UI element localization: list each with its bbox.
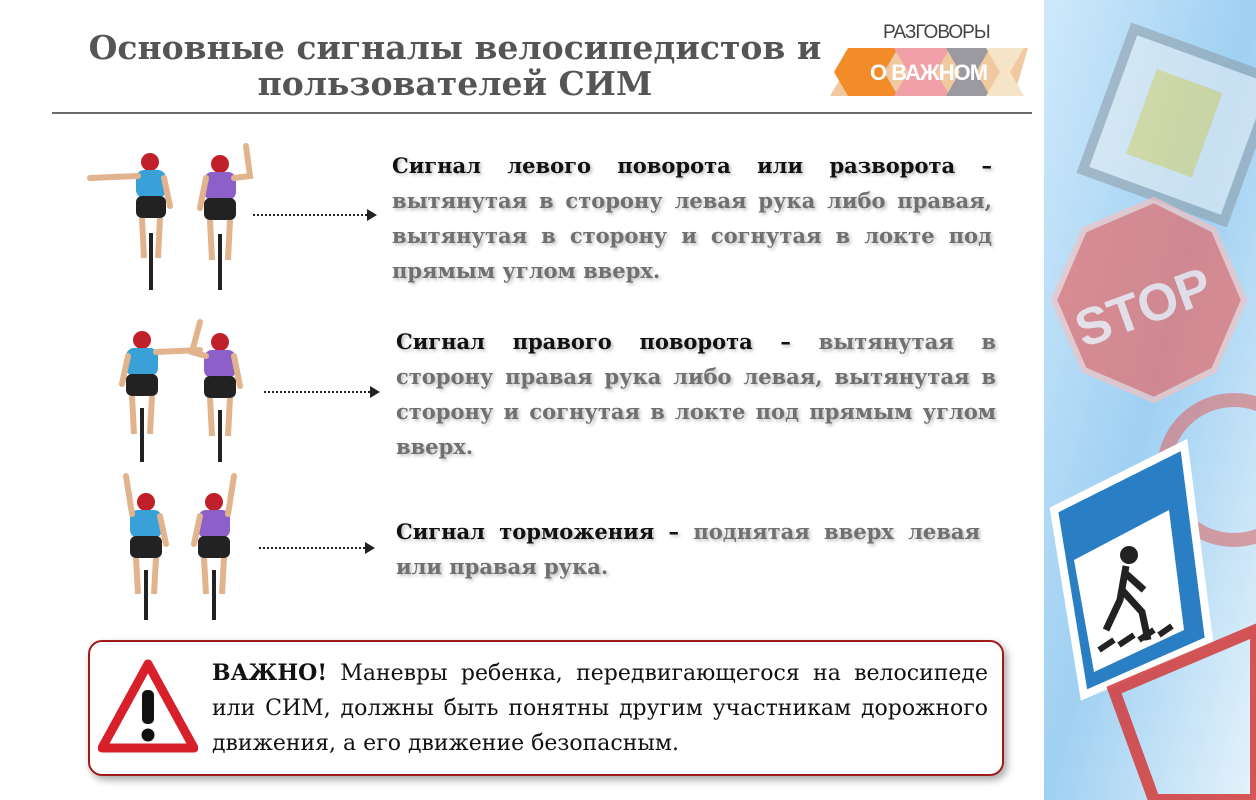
notice-lead: ВАЖНО! xyxy=(212,660,327,686)
svg-text:STOP: STOP xyxy=(1067,256,1220,360)
notice-text xyxy=(212,656,988,761)
cyclist-left-turn-illustration xyxy=(84,138,259,296)
logo-top-text: РАЗГОВОРЫ xyxy=(883,22,990,43)
signal-description xyxy=(396,514,980,584)
notice-body: Маневры ребенка, передвигающегося на велосипеде или СИМ, должны быть понятны другим участникам дорожного движения, а его движение безопасным. xyxy=(212,661,988,756)
logo xyxy=(828,20,1038,100)
warning-triangle-icon xyxy=(98,658,198,754)
cyclist-right-turn-illustration xyxy=(108,318,253,466)
cyclist-braking-illustration xyxy=(110,470,250,622)
title-divider xyxy=(52,112,1032,114)
arrow-head xyxy=(367,209,377,221)
signal-text: вытянутая в сторону правая рука либо левая, вытянутая в сторону и согнутая в локте под прямым углом вверх. xyxy=(396,329,996,459)
pointer-arrow xyxy=(253,214,367,218)
stop-sign-icon xyxy=(1054,200,1244,400)
signal-title: Сигнал торможения – xyxy=(396,519,680,544)
important-notice xyxy=(88,640,1004,776)
pointer-arrow xyxy=(259,547,365,551)
arrow-head xyxy=(365,542,375,554)
title-line-1: Основные сигналы велосипедистов и xyxy=(88,28,822,67)
road-signs-illustration xyxy=(1044,0,1256,800)
signal-title: Сигнал правого поворота – xyxy=(396,329,791,354)
arrow-head xyxy=(370,386,380,398)
logo-main-text: О ВАЖНОМ xyxy=(870,60,988,85)
page-title xyxy=(40,30,870,102)
title-line-2: пользователей СИМ xyxy=(257,64,653,103)
signal-description xyxy=(392,148,992,288)
signal-text: поднятая вверх левая или правая рука. xyxy=(396,519,980,579)
signal-description xyxy=(396,324,996,464)
pointer-arrow xyxy=(264,391,370,395)
signal-title: Сигнал левого поворота или разворота – xyxy=(392,153,992,178)
signal-text: вытянутая в сторону левая рука либо правая, вытянутая в сторону и согнутая в локте под прямым углом вверх. xyxy=(392,188,992,283)
